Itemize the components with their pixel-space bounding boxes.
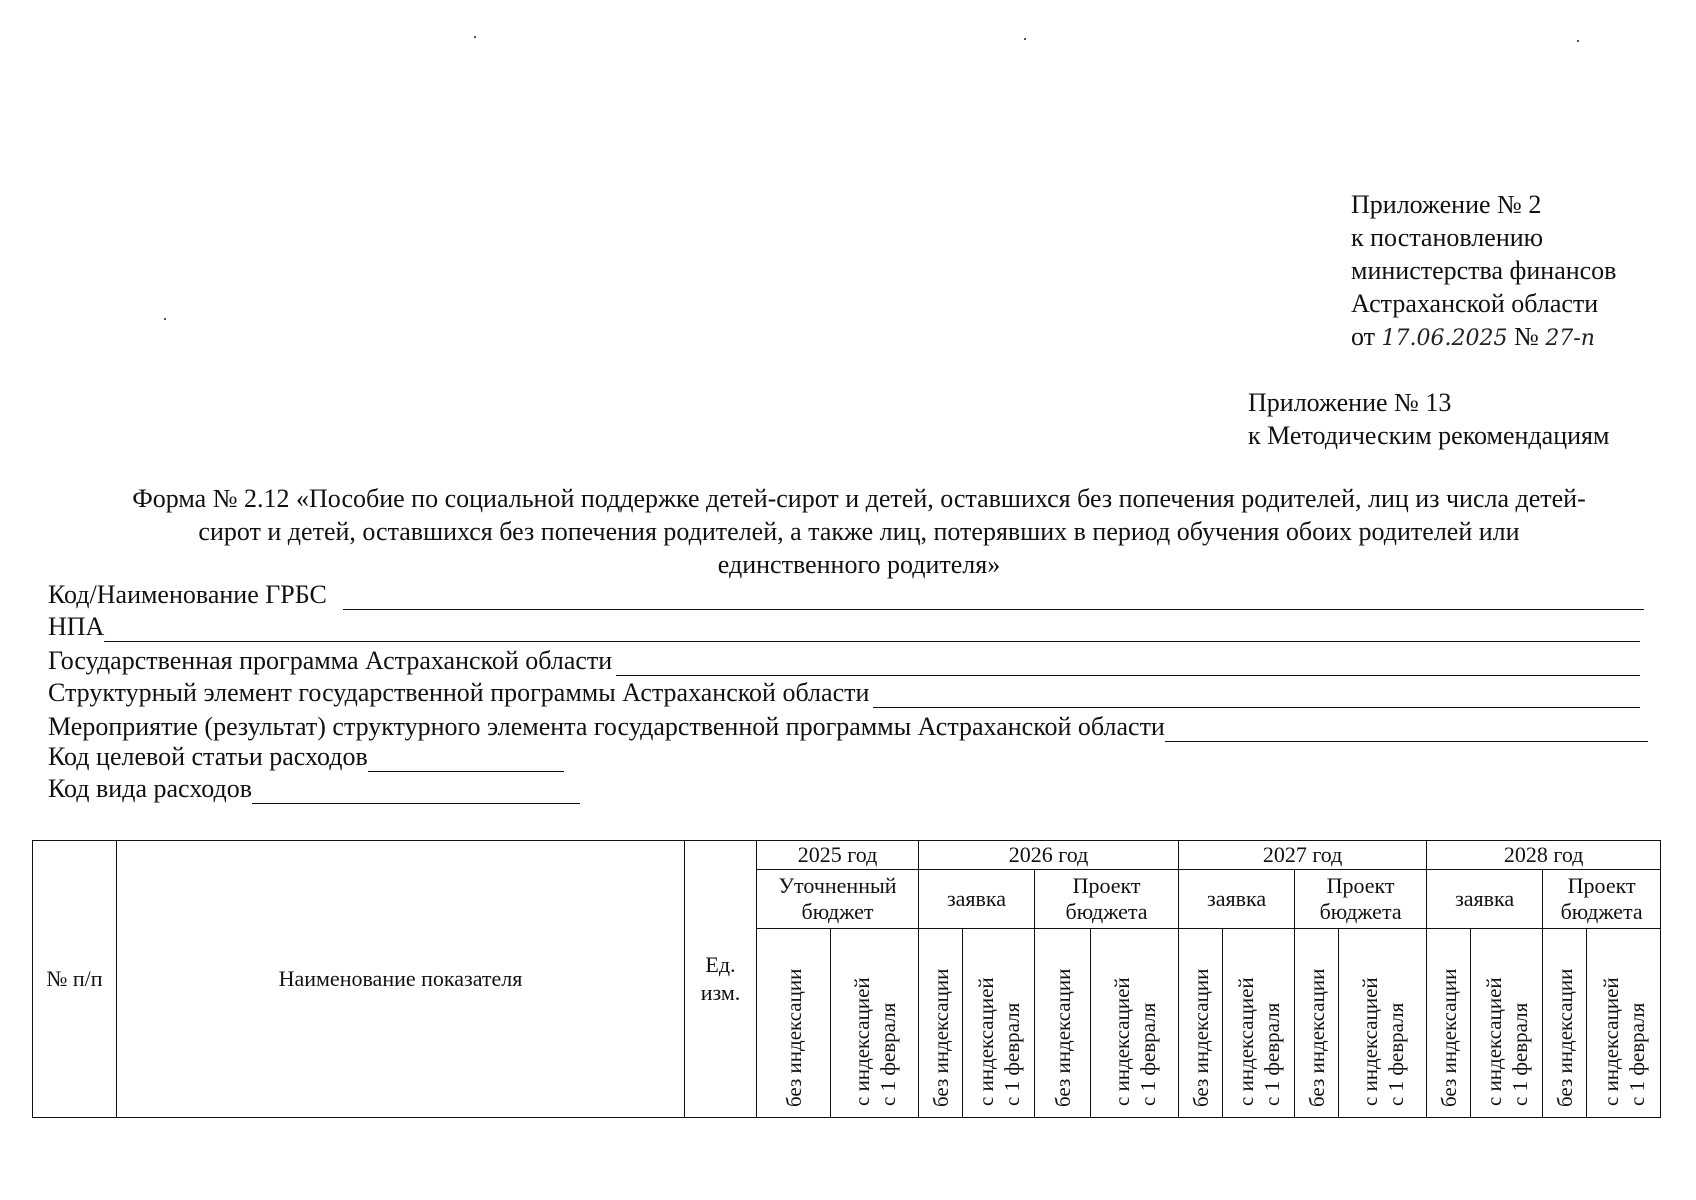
handwritten-number: 27-п: [1545, 326, 1595, 351]
npa-blank[interactable]: [104, 619, 1640, 642]
with-index-line2: с 1 февраля: [999, 1002, 1024, 1106]
request-2028: заявка: [1427, 870, 1543, 929]
appendix2-date-line: [1351, 320, 1616, 355]
scan-speck: [164, 318, 166, 320]
year-2027-header: 2027 год: [1179, 841, 1427, 870]
form-title-line2: сирот и детей, оставшихся без попечения родителей, а также лиц, потерявших в период обучения обоих родителей или: [198, 517, 1520, 546]
target-code-label: Код целевой статьи расходов: [48, 742, 368, 771]
with-index-line1: с индексацией: [973, 977, 998, 1106]
scan-speck: [1577, 40, 1579, 42]
number-prefix: №: [1514, 322, 1539, 351]
request-2026: заявка: [919, 870, 1035, 929]
draft-budget-2028: Проект бюджета: [1543, 870, 1661, 929]
target-code-blank[interactable]: [368, 749, 564, 772]
grbs-field: [48, 578, 1644, 610]
num-header: № п/п: [33, 841, 117, 1118]
struct-element-label: Структурный элемент государственной программы Астраханской области: [48, 678, 870, 707]
date-prefix: от: [1351, 322, 1376, 351]
year-2028-header: 2028 год: [1427, 841, 1661, 870]
budget-table: [32, 840, 1661, 1118]
npa-field: [48, 610, 1640, 642]
event-label: Мероприятие (результат) структурного элемента государственной программы Астраханской области: [48, 712, 1165, 741]
with-index-label: [973, 934, 1025, 1106]
with-index-line1: с индексацией: [1357, 977, 1382, 1106]
draft-budget-2027: Проект бюджета: [1295, 870, 1427, 929]
expense-code-label: Код вида расходов: [48, 774, 252, 803]
with-index-label: [1109, 934, 1161, 1106]
with-index-label: [1233, 934, 1285, 1106]
no-index-label: без индексации: [1188, 968, 1213, 1107]
with-index-line2: с 1 февраля: [875, 1002, 900, 1106]
with-index-line1: с индексацией: [1481, 977, 1506, 1106]
no-index-cell: [1179, 929, 1223, 1118]
no-index-label: без индексации: [1304, 968, 1329, 1107]
with-index-line2: с 1 февраля: [1624, 1002, 1649, 1106]
no-index-label: без индексации: [1552, 968, 1577, 1107]
with-index-label: [1598, 934, 1650, 1106]
with-index-label: [1357, 934, 1409, 1106]
no-index-label: без индексации: [781, 968, 806, 1107]
with-index-cell: [831, 929, 919, 1118]
with-index-cell: [1587, 929, 1661, 1118]
no-index-cell: [1427, 929, 1471, 1118]
appendix2-block: [1351, 188, 1616, 355]
year-2026-header: 2026 год: [919, 841, 1179, 870]
year-2025-header: 2025 год: [757, 841, 919, 870]
npa-label: НПА: [48, 612, 105, 641]
name-header: Наименование показателя: [117, 841, 685, 1118]
with-index-cell: [1471, 929, 1543, 1118]
form-title-line3: единственного родителя»: [717, 550, 1001, 579]
no-index-label: без индексации: [928, 968, 953, 1107]
handwritten-date: 17.06.2025: [1381, 326, 1508, 351]
grbs-blank[interactable]: [343, 587, 1644, 610]
appendix2-line4: Астраханской области: [1351, 289, 1599, 318]
with-index-line1: с индексацией: [1598, 977, 1623, 1106]
gos-program-blank[interactable]: [616, 653, 1640, 676]
appendix13-line1: Приложение № 13: [1248, 388, 1452, 417]
appendix13-block: [1248, 386, 1609, 452]
struct-element-blank[interactable]: [873, 685, 1640, 708]
grbs-label: Код/Наименование ГРБС: [48, 580, 327, 609]
struct-element-field: [48, 676, 1640, 708]
with-index-cell: [1091, 929, 1179, 1118]
no-index-cell: [757, 929, 831, 1118]
with-index-line2: с 1 февраля: [1259, 1002, 1284, 1106]
no-index-label: без индексации: [1050, 968, 1075, 1107]
with-index-label: [1481, 934, 1533, 1106]
with-index-line1: с индексацией: [1233, 977, 1258, 1106]
with-index-cell: [963, 929, 1035, 1118]
target-code-field: [48, 740, 564, 772]
no-index-cell: [1295, 929, 1339, 1118]
scan-speck: [1024, 38, 1026, 40]
request-2027: заявка: [1179, 870, 1295, 929]
draft-budget-2026: Проект бюджета: [1035, 870, 1179, 929]
gos-program-field: [48, 644, 1640, 676]
with-index-cell: [1223, 929, 1295, 1118]
appendix2-line2: к постановлению: [1351, 223, 1544, 252]
with-index-label: [849, 934, 901, 1106]
scan-speck: [474, 36, 476, 38]
with-index-line2: с 1 февраля: [1135, 1002, 1160, 1106]
expense-code-blank[interactable]: [252, 781, 580, 804]
no-index-cell: [1543, 929, 1587, 1118]
table-header-row-years: [33, 841, 1661, 870]
with-index-line1: с индексацией: [1109, 977, 1134, 1106]
appendix2-line3: министерства финансов: [1351, 256, 1617, 285]
unit-header: Ед. изм.: [685, 841, 757, 1118]
form-title-line1: Форма № 2.12 «Пособие по социальной поддержке детей-сирот и детей, оставшихся без попечения родителей, лиц из числа детей-: [132, 484, 1586, 513]
appendix13-line2: к Методическим рекомендациям: [1248, 421, 1610, 450]
gos-program-label: Государственная программа Астраханской области: [48, 646, 613, 675]
with-index-cell: [1339, 929, 1427, 1118]
with-index-line2: с 1 февраля: [1507, 1002, 1532, 1106]
with-index-line2: с 1 февраля: [1383, 1002, 1408, 1106]
event-blank[interactable]: [1165, 719, 1648, 742]
event-field: [48, 710, 1648, 742]
no-index-label: без индексации: [1436, 968, 1461, 1107]
form-title: [44, 482, 1674, 581]
expense-code-field: [48, 772, 580, 804]
no-index-cell: [919, 929, 963, 1118]
refined-budget-2025: Уточненный бюджет: [757, 870, 919, 929]
with-index-line1: с индексацией: [849, 977, 874, 1106]
no-index-cell: [1035, 929, 1091, 1118]
appendix2-line1: Приложение № 2: [1351, 190, 1542, 219]
